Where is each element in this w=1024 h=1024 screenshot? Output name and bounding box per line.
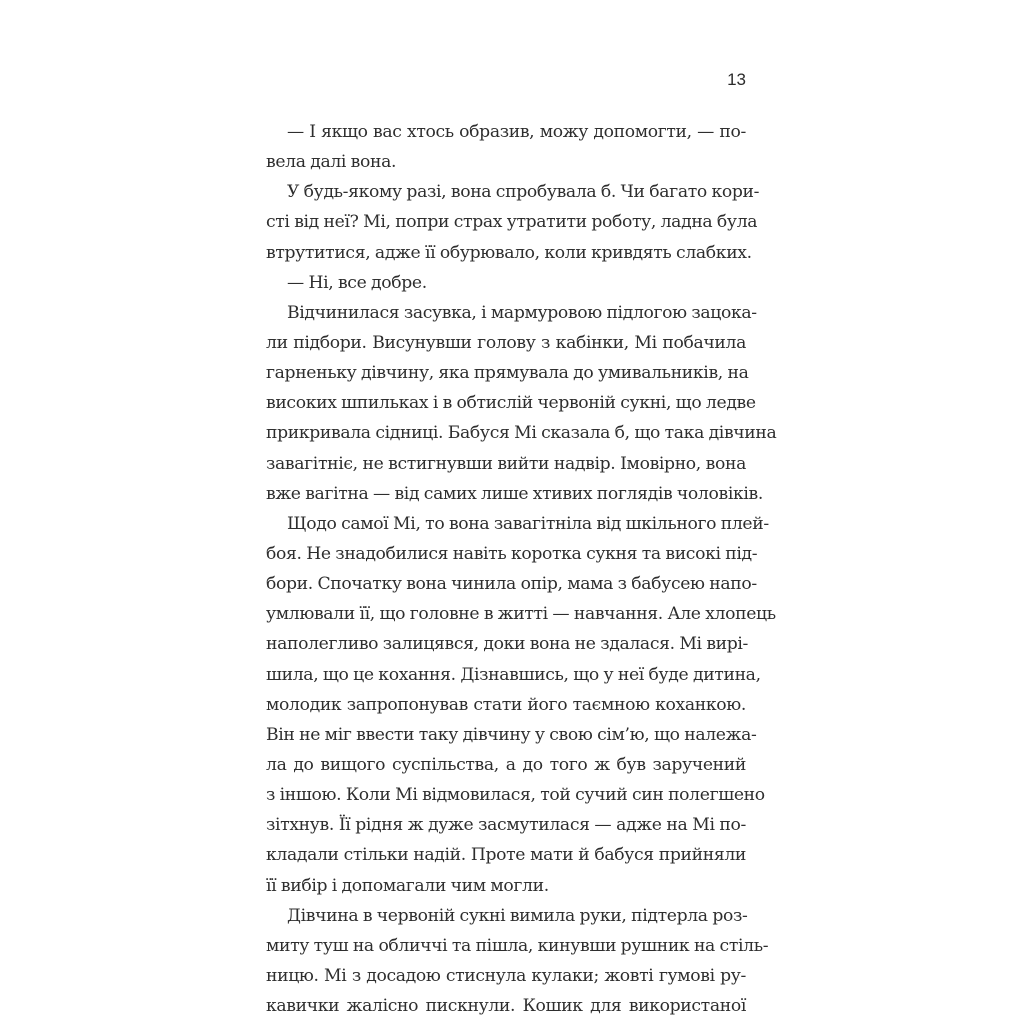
text-line: шила, що це кохання. Дізнавшись, що у неї буде дитина,: [266, 664, 761, 685]
text-line: умлювали її, що головне в житті — навчання. Але хлопець: [266, 604, 776, 625]
text-line: її вибір і допомагали чим могли.: [266, 875, 549, 896]
text-line: Щодо самої Мі, то вона завагітніла від шкільного плей-: [287, 513, 769, 534]
text-line: бори. Спочатку вона чинила опір, мама з бабусею напо-: [266, 574, 757, 595]
paragraph: [266, 117, 746, 177]
text-line: прикривала сідниці. Бабуся Мі сказала б, що така дівчина: [266, 423, 777, 444]
text-line: миту туш на обличчі та пішла, кинувши рушник на стіль-: [266, 935, 769, 956]
text-line: Дівчина в червоній сукні вимила руки, підтерла роз-: [287, 905, 748, 926]
text-line: вже вагітна — від самих лише хтивих поглядів чоловіків.: [266, 483, 763, 504]
text-line: завагітніє, не встигнувши вийти надвір. Імовірно, вона: [266, 453, 746, 474]
paragraph: [266, 509, 776, 901]
text-line: гарненьку дівчину, яка прямувала до умивальників, на: [266, 363, 749, 384]
text-line: зітхнув. Її рідня ж дуже засмутилася — адже на Мі по-: [266, 815, 746, 836]
text-line: високих шпильках і в обтислій червоній сукні, що ледве: [266, 393, 756, 414]
text-line: з іншою. Коли Мі відмовилася, той сучий син полегшено: [266, 785, 765, 806]
text-line: ла до вищого суспільства, а до того ж був заручений: [266, 754, 746, 775]
paragraph: [266, 298, 777, 509]
paragraph: [266, 177, 760, 267]
text-line: ли підбори. Висунувши голову з кабінки, Мі побачила: [266, 332, 746, 353]
text-line: — Ні, все добре.: [287, 272, 427, 293]
text-line: сті від неї? Мі, попри страх утратити роботу, ладна була: [266, 212, 758, 233]
text-line: наполегливо залицявся, доки вона не здалася. Мі вирі-: [266, 634, 749, 655]
page-number: 13: [727, 70, 746, 89]
text-line: ницю. Мі з досадою стиснула кулаки; жовті гумові ру-: [266, 965, 746, 986]
text-line: кавички жалісно пискнули. Кошик для використаної: [266, 996, 746, 1017]
body-text: [266, 117, 777, 1021]
text-line: вела далі вона.: [266, 152, 397, 173]
text-line: кладали стільки надій. Проте мати й бабуся прийняли: [266, 845, 746, 866]
text-line: боя. Не знадобилися навіть коротка сукня та високі під-: [266, 543, 758, 564]
text-line: втрутитися, адже її обурювало, коли кривдять слабких.: [266, 242, 752, 263]
text-line: Він не міг ввести таку дівчину у свою сім’ю, що належа-: [266, 724, 757, 745]
text-line: Відчинилася засувка, і мармуровою підлогою зацока-: [287, 302, 757, 323]
text-line: У будь-якому разі, вона спробувала б. Чи багато кори-: [287, 182, 760, 203]
text-line: молодик запропонував стати його таємною коханкою.: [266, 694, 746, 715]
paragraph: [266, 268, 746, 298]
paragraph: [266, 901, 769, 1022]
text-line: — І якщо вас хтось образив, можу допомогти, — по-: [287, 122, 746, 142]
